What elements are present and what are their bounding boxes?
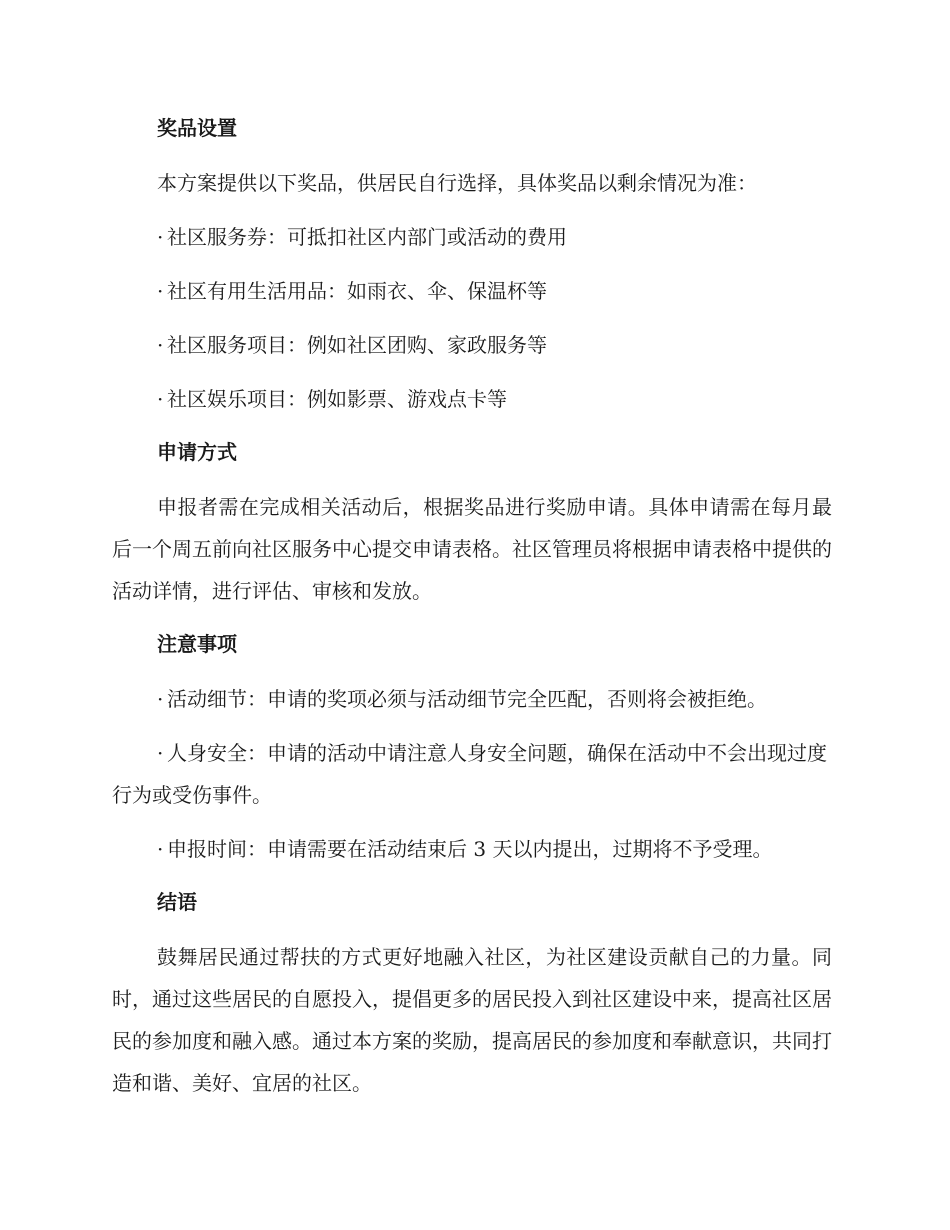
bullet-text: 人身安全：申请的活动中请注意人身安全问题，确保在活动中不会出现过度行为或受伤事件。 [112,741,827,807]
bullet-dot: · [157,279,164,303]
bullet-text: 社区有用生活用品：如雨衣、伞、保温杯等 [167,279,547,303]
bullet-text: 社区服务项目：例如社区团购、家政服务等 [167,333,547,357]
bullet-dot: · [157,837,164,861]
section-heading: 申请方式 [157,440,237,464]
section-paragraph: 申报者需在完成相关活动后，根据奖品进行奖励申请。具体申请需在每月最后一个周五前向社区服务中心提交申请表格。社区管理员将根据申请表格中提供的活动详情，进行评估、审核和发放。 [112,495,832,603]
section-application [112,432,832,612]
bullet-item [112,678,832,720]
section-heading: 注意事项 [157,632,237,656]
bullet-text: 活动细节：申请的奖项必须与活动细节完全匹配，否则将会被拒绝。 [167,687,767,711]
bullet-item [112,828,832,870]
section-heading: 结语 [157,890,197,914]
bullet-item [112,324,832,366]
bullet-dot: · [157,687,164,711]
bullet-dot: · [157,387,164,411]
bullet-text: 社区娱乐项目：例如影票、游戏点卡等 [167,387,507,411]
bullet-text: 社区服务券：可抵扣社区内部门或活动的费用 [167,225,567,249]
bullet-dot: · [157,225,164,249]
bullet-text: 申报时间：申请需要在活动结束后 3 天以内提出，过期将不予受理。 [167,837,773,861]
section-heading: 奖品设置 [157,116,237,140]
bullet-dot: · [157,333,164,357]
bullet-item [112,378,832,420]
bullet-item [112,216,832,258]
section-paragraph: 鼓舞居民通过帮扶的方式更好地融入社区，为社区建设贡献自己的力量。同时，通过这些居民的自愿投入，提倡更多的居民投入到社区建设中来，提高社区居民的参加度和融入感。通过本方案的奖励，提高居民的参加度和奉献意识，共同打造和谐、美好、宜居的社区。 [112,945,832,1095]
section-intro: 本方案提供以下奖品，供居民自行选择，具体奖品以剩余情况为准： [157,171,757,195]
bullet-item [112,732,832,816]
section-prizes [112,108,832,420]
section-conclusion [112,882,832,1104]
section-notes [112,624,832,870]
bullet-dot: · [157,741,164,765]
document-body [112,108,832,1116]
bullet-item [112,270,832,312]
